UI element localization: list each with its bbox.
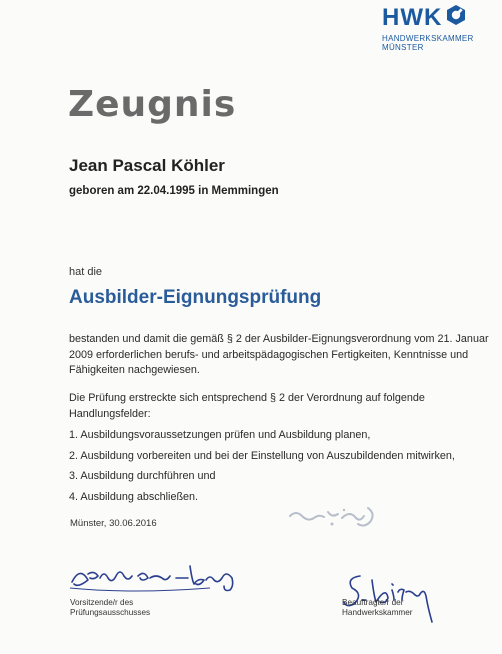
chair-signature-caption <box>70 598 200 618</box>
caption-line: Vorsitzende/r des <box>70 598 134 607</box>
caption-line: Beauftragte/r der <box>342 598 404 607</box>
paragraph-passed: bestanden und damit die gemäß § 2 der Ausbilder-Eignungsverordnung vom 21. Januar 2009 erforderlichen berufs- und arbeitspädagogischen Fertigkeiten, Kenntnisse und Fähigkeiten nachgewiesen. <box>69 333 489 376</box>
intro-text: hat die <box>69 266 103 278</box>
hwk-logo <box>382 4 498 52</box>
faint-stamp-icon <box>282 500 392 545</box>
field-list <box>69 428 499 510</box>
logo-text: HWK <box>382 3 443 31</box>
list-item: 2. Ausbildung vorbereiten und bei der Einstellung von Auszubildenden mitwirken, <box>69 449 455 462</box>
org-line1: HANDWERKSKAMMER <box>382 34 474 43</box>
org-line2: MÜNSTER <box>382 43 424 52</box>
exam-name: Ausbilder-Eignungsprüfung <box>69 287 322 308</box>
list-item: 3. Ausbildung durchführen und <box>69 470 216 482</box>
caption-line: Handwerkskammer <box>342 608 413 617</box>
list-item: 1. Ausbildungsvoraussetzungen prüfen und Ausbildung planen, <box>69 429 371 441</box>
logo-mark <box>382 4 498 31</box>
place-date: Münster, 30.06.2016 <box>70 518 157 529</box>
recipient-name: Jean Pascal Köhler <box>69 156 225 175</box>
hexagon-logo-icon <box>446 4 466 31</box>
paragraph-scope: Die Prüfung erstreckte sich entsprechend § 2 der Verordnung auf folgende Handlungsfelder: <box>69 392 425 420</box>
list-item: 4. Ausbildung abschließen. <box>69 490 199 503</box>
official-signature-caption <box>342 598 472 618</box>
document-title: Zeugnis <box>68 84 237 125</box>
caption-line: Prüfungsausschusses <box>70 608 151 617</box>
org-name <box>382 34 498 52</box>
signature-chair-icon <box>66 560 251 601</box>
birth-line: geboren am 22.04.1995 in Memmingen <box>69 185 279 197</box>
